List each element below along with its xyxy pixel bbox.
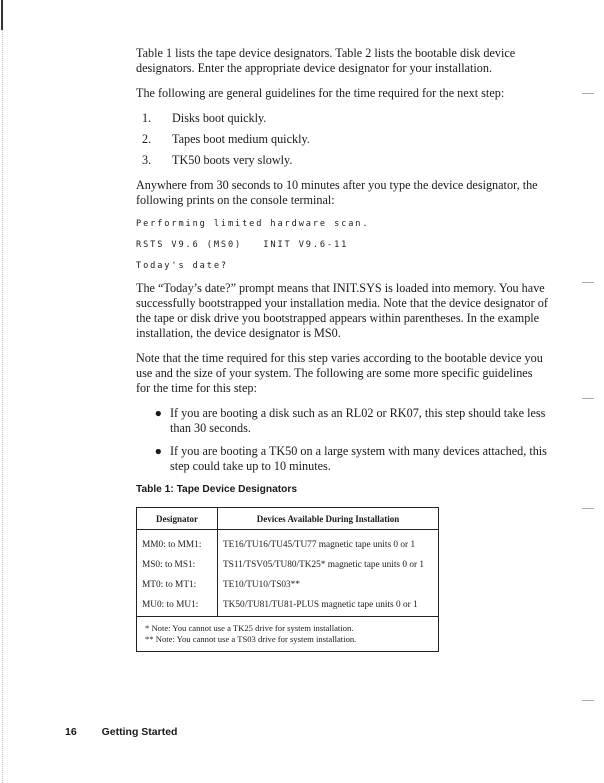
table-cell: MU0: to MU1: [137,595,218,616]
table-row [137,575,438,595]
table-cell: TE16/TU16/TU45/TU77 magnetic tape units 0 or 1 [223,540,416,550]
list-item [136,111,548,126]
list-text: Tapes boot medium quickly. [172,132,310,146]
bullet-list [136,406,548,474]
bullet-icon: ● [154,406,162,420]
table-row [137,595,438,616]
table-cell: TS11/TSV05/TU80/TK25* magnetic tape units 0 or 1 [223,560,425,570]
intro-paragraph: Table 1 lists the tape device designators. Table 2 lists the bootable disk device designators. Enter the appropriate device designator for your installation. [136,46,516,75]
page-footer [65,726,177,738]
guidelines-paragraph: The following are general guidelines for the time required for the next step: [136,86,505,100]
footer-title: Getting Started [101,726,178,738]
column-header: Devices Available During Installation [218,508,439,530]
margin-tick [582,398,594,399]
list-text: Disks boot quickly. [172,111,267,125]
table-note: ** Note: You cannot use a TS03 drive for system installation. [145,634,357,644]
table-cell: MS0: to MS1: [137,555,218,575]
margin-tick [582,282,594,283]
table-header-row [137,508,438,530]
time-note-paragraph: Note that the time required for this step varies according to the bootable device you use and the size of your system. The following are some more specific guidelines for the time for this step: [136,351,543,395]
console-line: Today's date? [136,261,228,271]
console-line: RSTS V9.6 (MS0) INIT V9.6-11 [136,240,349,250]
table-title: Table 1: Tape Device Designators [136,484,297,495]
list-item [136,406,548,436]
console-line: Performing limited hardware scan. [136,219,370,229]
table-cell: TE10/TU10/TS03** [223,580,300,590]
table-note: * Note: You cannot use a TK25 drive for system installation. [145,623,354,633]
margin-tick [582,508,594,509]
boot-speed-list [136,111,548,168]
list-number: 1. [142,111,152,125]
bullet-text: If you are booting a TK50 on a large system with many devices attached, this step could take up to 10 minutes. [170,444,547,473]
table-cell: MM0: to MM1: [137,530,218,556]
list-item [136,444,548,474]
list-item [136,153,548,168]
binding-mark [1,0,3,30]
margin-tick [582,93,594,94]
table-cell: TK50/TU81/TU81-PLUS magnetic tape units 0 or 1 [223,600,418,610]
bullet-icon: ● [154,444,162,458]
prompt-paragraph: The “Today’s date?” prompt means that INIT.SYS is loaded into memory. You have successfully bootstrapped your installation media. Note that the device designator of the tape or disk drive you bootstrapped appears within parentheses. In the example installation, the device designator is MS0. [136,281,548,340]
table-row [137,555,438,575]
anywhere-paragraph: Anywhere from 30 seconds to 10 minutes after you type the device designator, the following prints on the console terminal: [136,178,538,207]
page-number: 16 [65,726,77,738]
page-edge [2,0,4,783]
page-content [136,46,548,652]
table-row [137,530,438,556]
column-header: Designator [137,508,218,530]
tape-device-table [136,507,439,652]
list-number: 3. [142,153,152,167]
list-text: TK50 boots very slowly. [172,153,293,167]
table-notes [137,616,438,651]
list-number: 2. [142,132,152,146]
table-cell: MT0: to MT1: [137,575,218,595]
bullet-text: If you are booting a disk such as an RL02 or RK07, this step should take less than 30 seconds. [170,406,546,435]
list-item [136,132,548,147]
margin-tick [582,700,594,701]
